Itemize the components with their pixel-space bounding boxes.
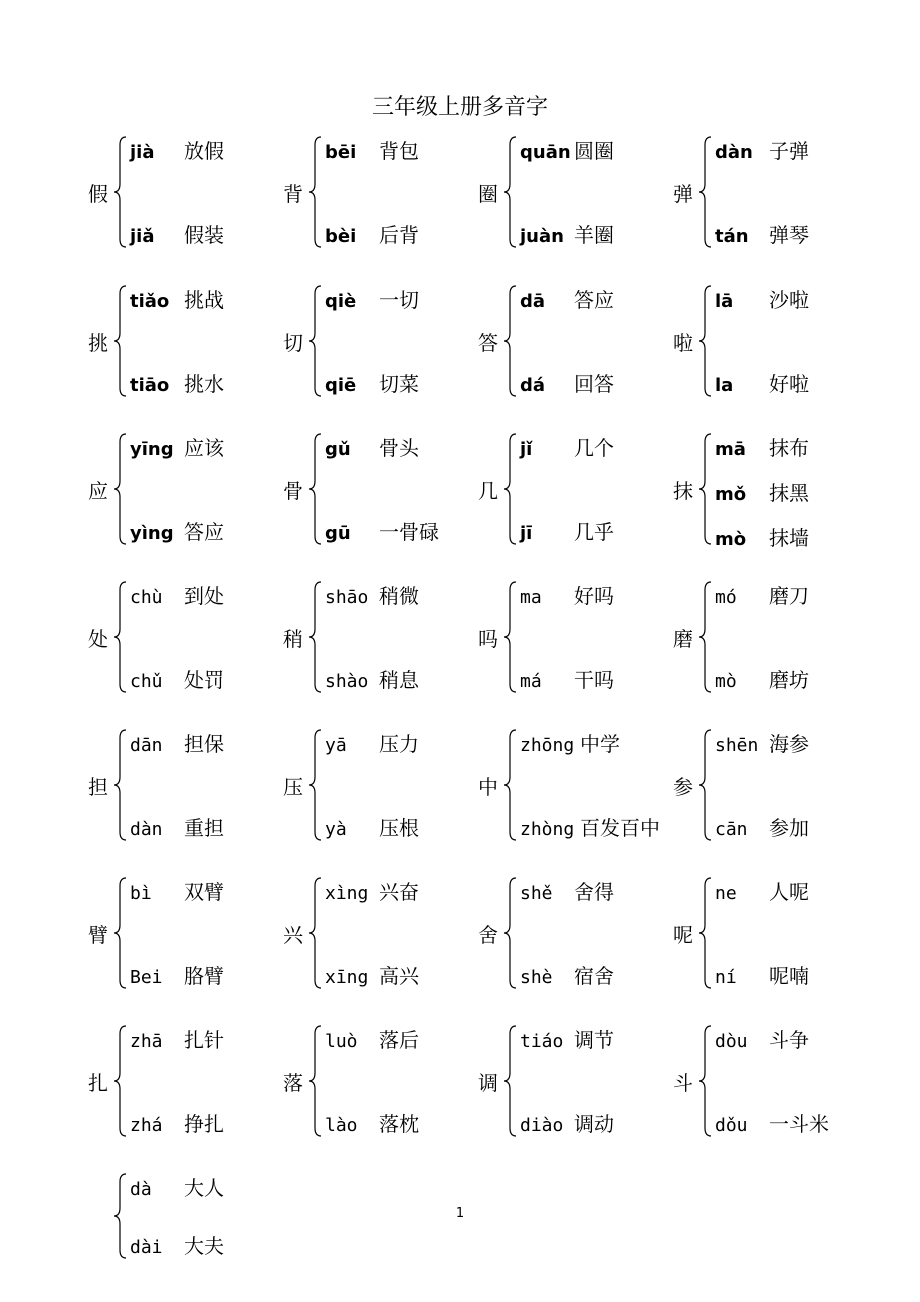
pinyin: shào	[325, 671, 369, 692]
polyphone-entry	[478, 284, 673, 398]
polyphone-entry	[478, 876, 673, 990]
reading-row	[325, 876, 419, 905]
reading-row	[325, 368, 419, 397]
reading-row	[520, 284, 614, 313]
pinyin: qiè	[325, 291, 357, 312]
reading-row	[130, 812, 224, 841]
character: 参	[673, 775, 693, 799]
brace-icon	[699, 876, 713, 990]
brace-icon	[504, 432, 518, 546]
character: 背	[283, 182, 303, 206]
reading-row	[130, 1108, 224, 1137]
reading-row	[520, 960, 614, 989]
example-word: 假装	[184, 223, 224, 247]
brace-icon	[699, 728, 713, 842]
pinyin: mò	[715, 671, 737, 692]
example-word: 高兴	[379, 964, 419, 988]
reading-row	[715, 1024, 809, 1053]
pinyin: dá	[520, 375, 546, 396]
pinyin: shě	[520, 883, 553, 904]
pinyin: tiáo	[520, 1031, 564, 1052]
brace-icon	[114, 284, 128, 398]
polyphone-entry	[88, 728, 283, 842]
example-word: 一斗米	[769, 1112, 829, 1136]
brace-icon	[504, 580, 518, 694]
pinyin: bì	[130, 883, 152, 904]
example-word: 稍微	[379, 584, 419, 608]
reading-row	[520, 135, 614, 164]
pinyin: qiē	[325, 375, 357, 396]
character: 兴	[283, 923, 303, 947]
brace-icon	[309, 876, 323, 990]
polyphone-entry	[673, 135, 868, 249]
pinyin: ne	[715, 883, 737, 904]
brace-icon	[699, 580, 713, 694]
reading-row	[325, 1108, 419, 1137]
reading-row	[130, 580, 224, 609]
pinyin: juàn	[520, 226, 564, 247]
reading-row	[325, 664, 419, 693]
pinyin: dàn	[715, 142, 753, 163]
reading-row	[520, 580, 614, 609]
example-word: 落后	[379, 1028, 419, 1052]
reading-row	[130, 432, 224, 461]
polyphone-entry	[283, 1024, 478, 1138]
example-word: 应该	[184, 436, 224, 460]
pinyin: tiǎo	[130, 291, 170, 312]
pinyin: yā	[325, 735, 347, 756]
character: 舍	[478, 923, 498, 947]
character: 弹	[673, 182, 693, 206]
reading-row	[520, 368, 614, 397]
pinyin: luò	[325, 1031, 358, 1052]
brace-icon	[699, 432, 713, 546]
character: 挑	[88, 331, 108, 355]
polyphone-entry	[673, 432, 868, 550]
example-word: 抹黑	[769, 481, 809, 505]
brace-icon	[309, 284, 323, 398]
character: 假	[88, 182, 108, 206]
example-word: 挑水	[184, 372, 224, 396]
character: 啦	[673, 331, 693, 355]
pinyin: dàn	[130, 819, 163, 840]
polyphone-entry	[88, 284, 283, 398]
polyphone-entry	[88, 1024, 283, 1138]
pinyin: zhá	[130, 1115, 163, 1136]
reading-row	[325, 960, 419, 989]
example-word: 抹墙	[769, 526, 809, 550]
polyphone-entry	[283, 728, 478, 842]
example-word: 后背	[379, 223, 419, 247]
brace-icon	[309, 580, 323, 694]
reading-row	[325, 1024, 419, 1053]
brace-icon	[309, 728, 323, 842]
brace-icon	[504, 1024, 518, 1138]
reading-row	[130, 284, 224, 313]
example-word: 参加	[769, 816, 809, 840]
character: 调	[478, 1071, 498, 1095]
brace-icon	[114, 1024, 128, 1138]
pinyin: má	[520, 671, 542, 692]
example-word: 抹布	[769, 436, 809, 460]
pinyin: lào	[325, 1115, 358, 1136]
character: 抹	[673, 479, 693, 503]
pinyin: jià	[130, 142, 155, 163]
pinyin: cān	[715, 819, 748, 840]
pinyin: yìng	[130, 523, 174, 544]
pinyin: xīng	[325, 967, 369, 988]
example-word: 斗争	[769, 1028, 809, 1052]
character: 应	[88, 479, 108, 503]
example-word: 几乎	[574, 520, 614, 544]
reading-row	[130, 876, 224, 905]
reading-row	[520, 1108, 614, 1137]
example-word: 几个	[574, 436, 614, 460]
example-word: 海参	[769, 732, 809, 756]
pinyin: gū	[325, 523, 351, 544]
pinyin: zhòng	[520, 819, 575, 840]
example-word: 子弹	[769, 139, 809, 163]
reading-row	[130, 664, 224, 693]
example-word: 挑战	[184, 288, 224, 312]
polyphone-entry	[283, 876, 478, 990]
pinyin: bēi	[325, 142, 357, 163]
character: 呢	[673, 923, 693, 947]
reading-row	[520, 812, 660, 841]
character: 吗	[478, 627, 498, 651]
example-word: 中学	[580, 732, 620, 756]
polyphone-entry	[88, 580, 283, 694]
reading-row	[715, 284, 809, 313]
polyphone-entry	[478, 1024, 673, 1138]
example-word: 落枕	[379, 1112, 419, 1136]
example-word: 舍得	[574, 880, 614, 904]
example-word: 人呢	[769, 880, 809, 904]
pinyin: Bei	[130, 967, 163, 988]
reading-row	[520, 664, 614, 693]
reading-row	[715, 1108, 829, 1137]
pinyin: diào	[520, 1115, 564, 1136]
brace-icon	[699, 284, 713, 398]
reading-row	[715, 135, 809, 164]
reading-row	[130, 219, 224, 248]
pinyin: dòu	[715, 1031, 748, 1052]
example-word: 稍息	[379, 668, 419, 692]
pinyin: bèi	[325, 226, 357, 247]
example-word: 百发百中	[580, 816, 660, 840]
pinyin: gǔ	[325, 439, 351, 460]
example-word: 圆圈	[574, 139, 614, 163]
polyphone-entry	[673, 580, 868, 694]
reading-row	[715, 664, 809, 693]
reading-row	[520, 1024, 614, 1053]
character: 稍	[283, 627, 303, 651]
example-word: 好吗	[574, 584, 614, 608]
pinyin: dǒu	[715, 1115, 748, 1136]
brace-icon	[699, 135, 713, 249]
pinyin: jiǎ	[130, 226, 155, 247]
example-word: 背包	[379, 139, 419, 163]
brace-icon	[699, 1024, 713, 1138]
reading-row	[520, 876, 614, 905]
example-word: 一骨碌	[379, 520, 439, 544]
pinyin: shēn	[715, 735, 759, 756]
example-word: 扎针	[184, 1028, 224, 1052]
example-word: 磨刀	[769, 584, 809, 608]
example-word: 切菜	[379, 372, 419, 396]
pinyin: tiāo	[130, 375, 170, 396]
character: 切	[283, 331, 303, 355]
character: 扎	[88, 1071, 108, 1095]
reading-row	[325, 284, 419, 313]
polyphone-entry	[673, 876, 868, 990]
polyphone-entry	[283, 135, 478, 249]
reading-row	[520, 219, 614, 248]
example-word: 压根	[379, 816, 419, 840]
brace-icon	[114, 432, 128, 546]
pinyin: mó	[715, 587, 737, 608]
example-word: 调节	[574, 1028, 614, 1052]
polyphone-entry	[283, 284, 478, 398]
character: 担	[88, 775, 108, 799]
brace-icon	[114, 580, 128, 694]
example-word: 宿舍	[574, 964, 614, 988]
pinyin: la	[715, 375, 734, 396]
pinyin: zhā	[130, 1031, 163, 1052]
example-word: 双臂	[184, 880, 224, 904]
example-word: 重担	[184, 816, 224, 840]
example-word: 放假	[184, 139, 224, 163]
character: 斗	[673, 1071, 693, 1095]
character: 圈	[478, 182, 498, 206]
reading-row	[715, 477, 809, 506]
pinyin: dà	[130, 1179, 152, 1200]
character: 处	[88, 627, 108, 651]
example-word: 回答	[574, 372, 614, 396]
example-word: 磨坊	[769, 668, 809, 692]
example-word: 答应	[184, 520, 224, 544]
brace-icon	[114, 135, 128, 249]
example-word: 羊圈	[574, 223, 614, 247]
pinyin: mā	[715, 439, 746, 460]
example-word: 好啦	[769, 372, 809, 396]
polyphone-entry	[88, 876, 283, 990]
pinyin: dā	[520, 291, 546, 312]
brace-icon	[504, 876, 518, 990]
polyphone-entry	[673, 1024, 868, 1138]
character: 压	[283, 775, 303, 799]
reading-row	[715, 812, 809, 841]
polyphone-entry	[478, 580, 673, 694]
example-word: 胳臂	[184, 964, 224, 988]
polyphone-entry	[478, 135, 673, 249]
polyphone-entry	[283, 580, 478, 694]
pinyin: zhōng	[520, 735, 575, 756]
example-word: 呢喃	[769, 964, 809, 988]
reading-row	[325, 812, 419, 841]
reading-row	[715, 960, 809, 989]
character: 磨	[673, 627, 693, 651]
reading-row	[325, 432, 419, 461]
page-title: 三年级上册多音字	[371, 95, 548, 120]
polyphone-entry	[88, 135, 283, 249]
reading-row	[130, 135, 224, 164]
reading-row	[325, 135, 419, 164]
reading-row	[520, 432, 614, 461]
character: 答	[478, 331, 498, 355]
reading-row	[130, 1230, 224, 1259]
brace-icon	[504, 728, 518, 842]
pinyin: chù	[130, 587, 163, 608]
reading-row	[325, 516, 439, 545]
example-word: 答应	[574, 288, 614, 312]
brace-icon	[504, 284, 518, 398]
reading-row	[130, 368, 224, 397]
example-word: 干吗	[574, 668, 614, 692]
example-word: 处罚	[184, 668, 224, 692]
example-word: 骨头	[379, 436, 419, 460]
pinyin: tán	[715, 226, 749, 247]
character: 骨	[283, 479, 303, 503]
reading-row	[715, 219, 809, 248]
reading-row	[325, 728, 419, 757]
reading-row	[715, 728, 809, 757]
reading-row	[715, 432, 809, 461]
example-word: 担保	[184, 732, 224, 756]
example-word: 调动	[574, 1112, 614, 1136]
example-word: 挣扎	[184, 1112, 224, 1136]
polyphone-entry	[478, 432, 673, 546]
reading-row	[520, 728, 620, 757]
example-word: 弹琴	[769, 223, 809, 247]
reading-row	[130, 516, 224, 545]
example-word: 沙啦	[769, 288, 809, 312]
pinyin: jǐ	[520, 439, 533, 460]
pinyin: dān	[130, 735, 163, 756]
pinyin: dài	[130, 1237, 163, 1258]
example-word: 兴奋	[379, 880, 419, 904]
brace-icon	[309, 135, 323, 249]
brace-icon	[114, 876, 128, 990]
brace-icon	[309, 432, 323, 546]
brace-icon	[504, 135, 518, 249]
pinyin: lā	[715, 291, 734, 312]
reading-row	[715, 580, 809, 609]
pinyin: yà	[325, 819, 347, 840]
example-word: 到处	[184, 584, 224, 608]
reading-row	[715, 876, 809, 905]
example-word: 大夫	[184, 1234, 224, 1258]
reading-row	[130, 728, 224, 757]
reading-row	[325, 219, 419, 248]
example-word: 压力	[379, 732, 419, 756]
pinyin: yīng	[130, 439, 174, 460]
reading-row	[715, 522, 809, 551]
brace-icon	[114, 728, 128, 842]
pinyin: ní	[715, 967, 737, 988]
reading-row	[130, 960, 224, 989]
reading-row	[715, 368, 809, 397]
pinyin: mǒ	[715, 484, 747, 505]
reading-row	[325, 580, 419, 609]
polyphone-entry	[88, 432, 283, 546]
brace-icon	[309, 1024, 323, 1138]
pinyin: ma	[520, 587, 542, 608]
polyphone-entry	[673, 284, 868, 398]
pinyin: mò	[715, 529, 747, 550]
reading-row	[130, 1024, 224, 1053]
example-word: 大人	[184, 1176, 224, 1200]
reading-row	[130, 1172, 224, 1201]
pinyin: chǔ	[130, 671, 163, 692]
pinyin: shāo	[325, 587, 369, 608]
polyphone-entry	[673, 728, 868, 842]
reading-row	[520, 516, 614, 545]
pinyin: jī	[520, 523, 533, 544]
pinyin: quān	[520, 142, 571, 163]
character: 中	[478, 775, 498, 799]
character: 臂	[88, 923, 108, 947]
polyphone-entry	[283, 432, 478, 546]
character: 落	[283, 1071, 303, 1095]
pinyin: shè	[520, 967, 553, 988]
example-word: 一切	[379, 288, 419, 312]
page-number: 1	[455, 1206, 465, 1221]
pinyin: xìng	[325, 883, 369, 904]
polyphone-entry	[478, 728, 673, 842]
character: 几	[478, 479, 498, 503]
